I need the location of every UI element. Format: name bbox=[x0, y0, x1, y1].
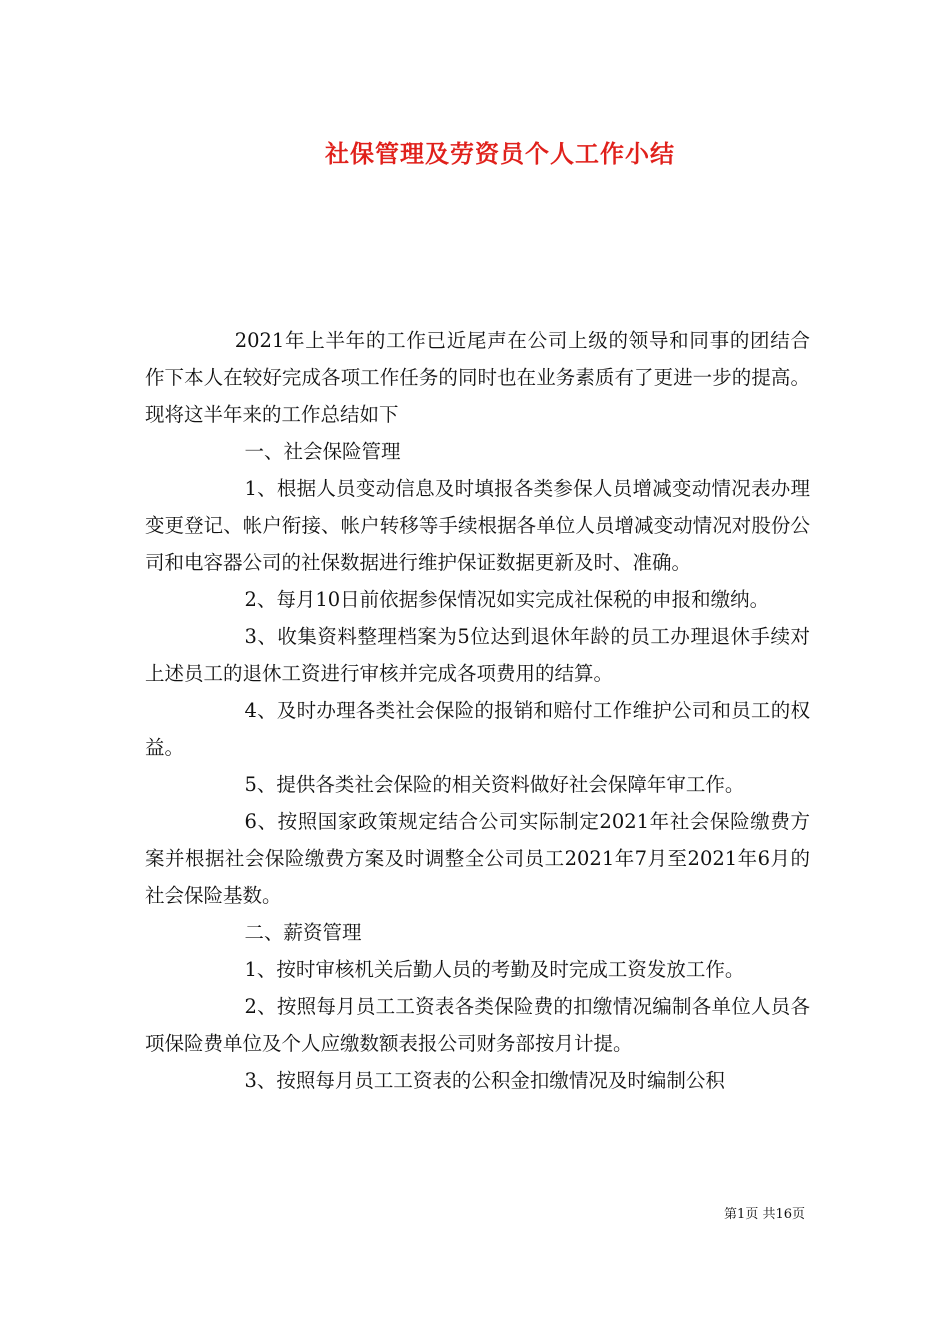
list-item: 3、按照每月员工工资表的公积金扣缴情况及时编制公积 bbox=[244, 1069, 725, 1092]
list-item: 2、按照每月员工工资表各类保险费的扣缴情况编制各单位人员各项保险费单位及个人应缴数额表报公司财务部按月计提。 bbox=[145, 995, 810, 1055]
list-item: 1、根据人员变动信息及时填报各类参保人员增减变动情况表办理变更登记、帐户衔接、帐户转移等手续根据各单位人员增减变动情况对股份公司和电容器公司的社保数据进行维护保证数据更新及时、准确。 bbox=[145, 477, 810, 574]
list-item: 3、收集资料整理档案为5位达到退休年龄的员工办理退休手续对上述员工的退休工资进行审核并完成各项费用的结算。 bbox=[145, 625, 810, 685]
list-item: 2、每月10日前依据参保情况如实完成社保税的申报和缴纳。 bbox=[244, 588, 770, 611]
list-item: 1、按时审核机关后勤人员的考勤及时完成工资发放工作。 bbox=[244, 958, 745, 981]
list-item: 5、提供各类社会保险的相关资料做好社会保障年审工作。 bbox=[244, 773, 745, 796]
list-item: 4、及时办理各类社会保险的报销和赔付工作维护公司和员工的权益。 bbox=[145, 699, 810, 759]
list-item: 6、按照国家政策规定结合公司实际制定2021年社会保险缴费方案并根据社会保险缴费方案及时调整全公司员工2021年7月至2021年6月的社会保险基数。 bbox=[145, 810, 810, 907]
document-body bbox=[145, 322, 810, 1099]
page-number: 第1页 共16页 bbox=[724, 1207, 805, 1222]
section-heading-social-insurance: 一、社会保险管理 bbox=[244, 440, 401, 463]
intro-paragraph: 2021年上半年的工作已近尾声在公司上级的领导和同事的团结合作下本人在较好完成各项工作任务的同时也在业务素质有了更进一步的提高。现将这半年来的工作总结如下 bbox=[145, 329, 810, 426]
document-title: 社保管理及劳资员个人工作小结 bbox=[325, 139, 675, 168]
section-heading-salary: 二、薪资管理 bbox=[244, 921, 362, 944]
